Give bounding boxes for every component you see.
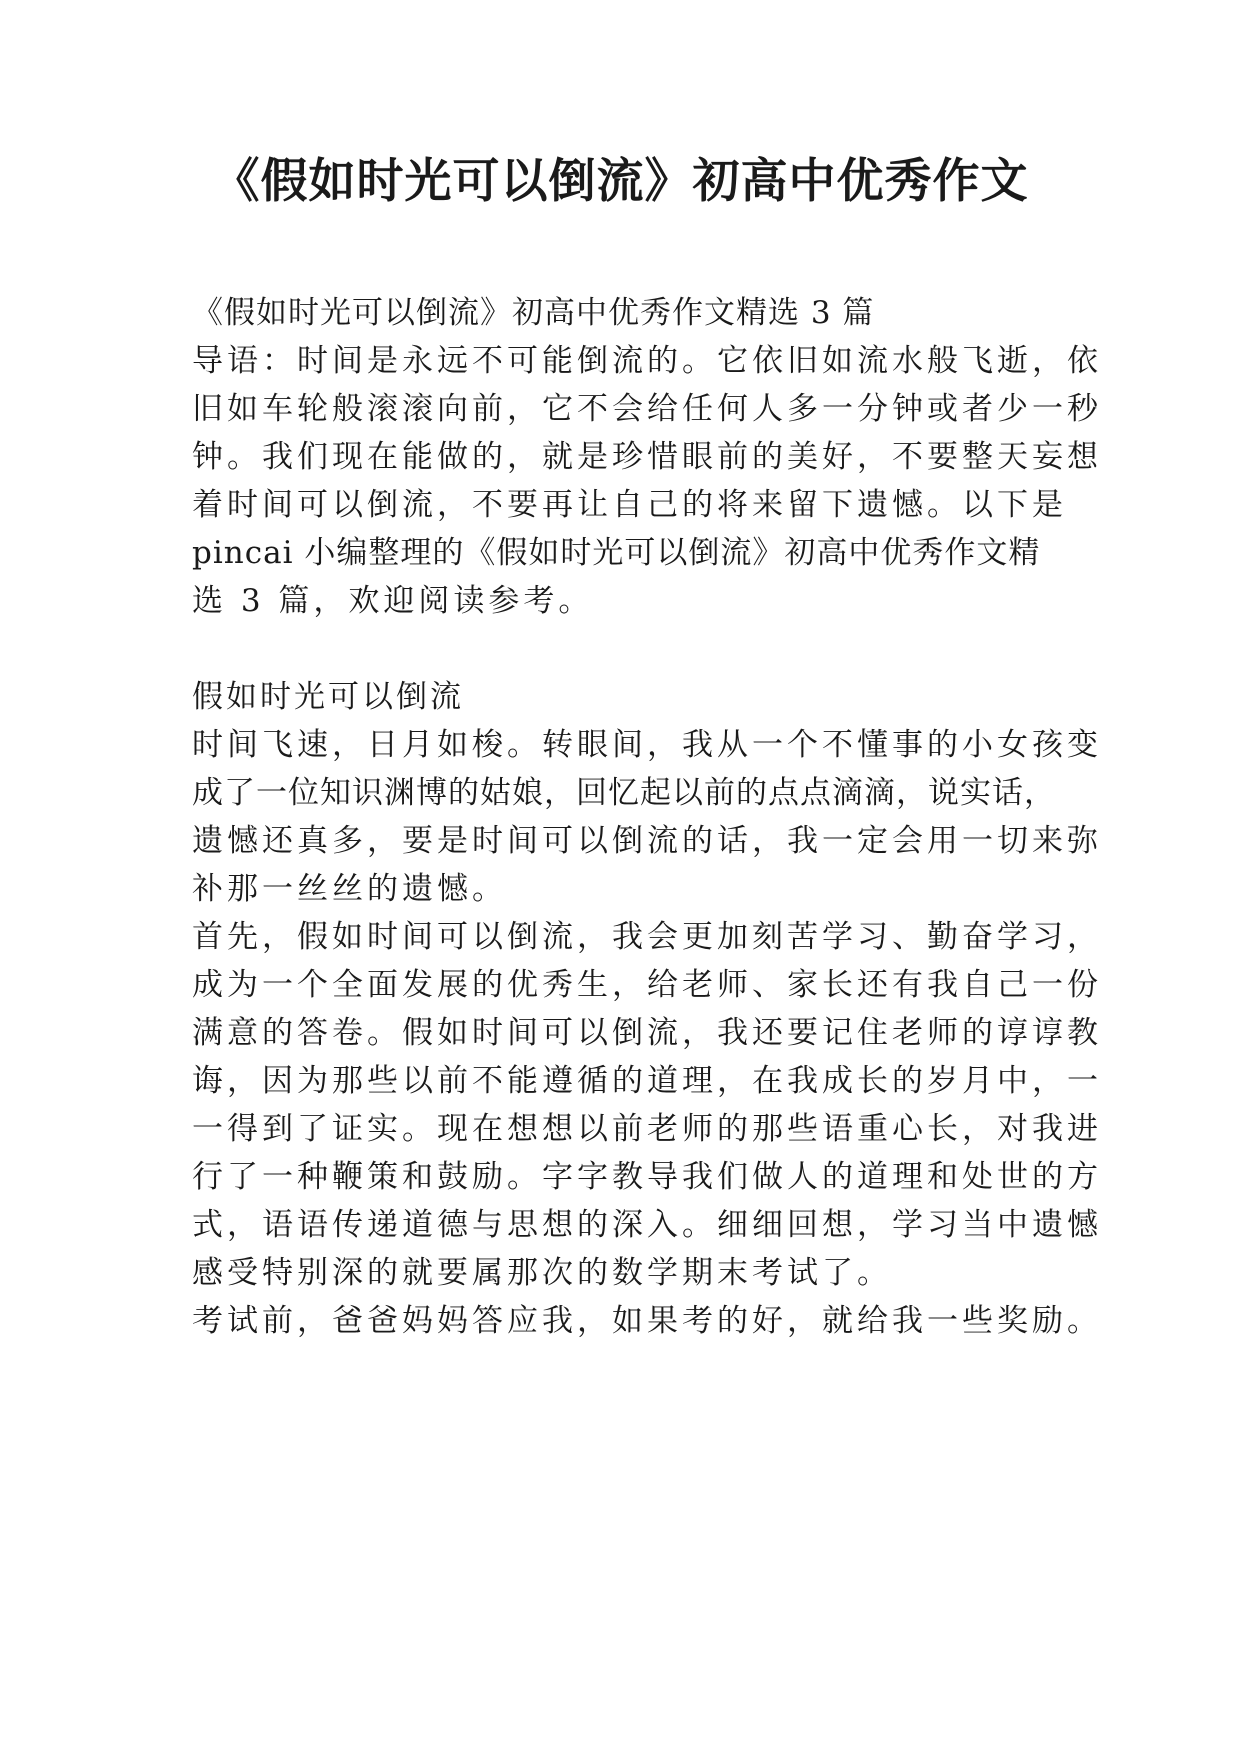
blank-line	[192, 625, 1078, 673]
body-line: 式，语语传递道德与思想的深入。细细回想，学习当中遗憾	[192, 1207, 1102, 1243]
intro-heading-line: 《假如时光可以倒流》初高中优秀作文精选 3 篇	[192, 295, 875, 331]
body-line: 首先，假如时间可以倒流，我会更加刻苦学习、勤奋学习，	[192, 919, 1102, 955]
body-line: 行了一种鞭策和鼓励。字字教导我们做人的道理和处世的方	[192, 1159, 1102, 1195]
body-line: 成了一位知识渊博的姑娘，回忆起以前的点点滴滴，说实话，	[192, 775, 1056, 811]
body-line: 旧如车轮般滚滚向前，它不会给任何人多一分钟或者少一秒	[192, 391, 1102, 427]
document-body	[192, 289, 1102, 1345]
body-line: 成为一个全面发展的优秀生，给老师、家长还有我自己一份	[192, 967, 1102, 1003]
body-line: 考试前，爸爸妈妈答应我，如果考的好，就给我一些奖励。	[192, 1303, 1102, 1339]
body-line: 感受特别深的就要属那次的数学期末考试了。	[192, 1255, 892, 1291]
body-line: 导语：时间是永远不可能倒流的。它依旧如流水般飞逝，依	[192, 343, 1102, 379]
section-heading: 假如时光可以倒流	[192, 679, 464, 715]
body-line: 遗憾还真多，要是时间可以倒流的话，我一定会用一切来弥	[192, 823, 1102, 859]
document-title: 《假如时光可以倒流》初高中优秀作文	[212, 154, 1029, 209]
body-line: 选 3 篇，欢迎阅读参考。	[192, 583, 594, 619]
body-line: 一得到了证实。现在想想以前老师的那些语重心长，对我进	[192, 1111, 1102, 1147]
body-line: pincai 小编整理的《假如时光可以倒流》初高中优秀作文精	[192, 535, 1041, 571]
body-line: 着时间可以倒流，不要再让自己的将来留下遗憾。以下是	[192, 487, 1067, 523]
body-line: 钟。我们现在能做的，就是珍惜眼前的美好，不要整天妄想	[192, 439, 1102, 475]
body-line: 时间飞速，日月如梭。转眼间，我从一个不懂事的小女孩变	[192, 727, 1102, 763]
body-line: 补那一丝丝的遗憾。	[192, 871, 507, 907]
body-line: 满意的答卷。假如时间可以倒流，我还要记住老师的谆谆教	[192, 1015, 1102, 1051]
body-line: 诲，因为那些以前不能遵循的道理，在我成长的岁月中，一	[192, 1063, 1102, 1099]
